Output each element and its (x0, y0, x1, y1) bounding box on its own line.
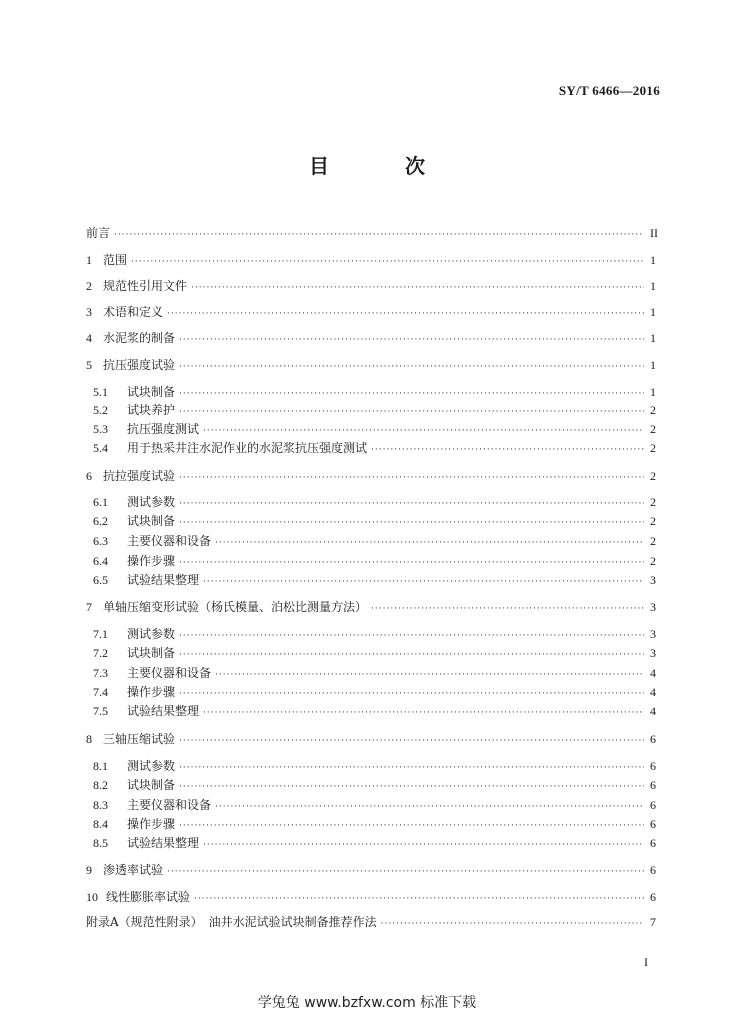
toc-entry-page: 6 (650, 817, 656, 831)
toc-entry-page: 4 (650, 704, 656, 718)
toc-entry-number: 5.4 (93, 441, 108, 455)
toc-entry[interactable] (86, 252, 658, 268)
toc-entry-number: 4 (86, 331, 92, 345)
toc-entry-label: 抗压强度试验 (103, 358, 176, 372)
toc-leader-dots (179, 733, 644, 749)
toc-entry[interactable] (86, 626, 658, 642)
toc-entry-page: 2 (650, 534, 656, 548)
toc-entry-page: 2 (650, 422, 656, 436)
toc-leader-dots (179, 332, 644, 348)
toc-entry[interactable] (86, 665, 658, 681)
toc-leader-dots (179, 470, 644, 486)
toc-entry-page: 6 (650, 759, 656, 773)
toc-entry-label: 主要仪器和设备 (127, 798, 212, 812)
toc-leader-dots (215, 799, 644, 815)
toc-entry[interactable] (86, 402, 658, 418)
toc-entry-page: 1 (650, 253, 656, 267)
toc-entry-label: 测试参数 (127, 627, 176, 641)
toc-entry-label: 线性膨胀率试验 (106, 890, 191, 904)
toc-entry-page: 4 (650, 685, 656, 699)
toc-entry[interactable] (86, 468, 658, 484)
toc-leader-dots (194, 891, 644, 907)
toc-entry-label: 测试参数 (127, 759, 176, 773)
toc-entry-page: 1 (650, 385, 656, 399)
toc-leader-dots (179, 496, 644, 512)
toc-entry-number: 9 (86, 863, 92, 877)
toc-leader-dots (179, 686, 644, 702)
toc-entry-page: 6 (650, 778, 656, 792)
toc-entry-page: 6 (650, 863, 656, 877)
toc-leader-dots (179, 628, 644, 644)
toc-entry-label: 水泥浆的制备 (103, 331, 176, 345)
toc-entry[interactable] (86, 357, 658, 373)
toc-entry-number: 8 (86, 732, 92, 746)
toc-entry-number: 6.2 (93, 514, 108, 528)
toc-leader-dots (179, 779, 644, 795)
toc-entry[interactable] (86, 914, 658, 930)
toc-entry[interactable] (86, 889, 658, 905)
toc-entry-label: 操作步骤 (127, 554, 176, 568)
toc-leader-dots (371, 442, 644, 458)
toc-leader-dots (131, 254, 644, 270)
toc-entry[interactable] (86, 862, 658, 878)
toc-leader-dots (179, 760, 644, 776)
toc-entry[interactable] (86, 421, 658, 437)
toc-leader-dots (215, 535, 644, 551)
toc-entry[interactable] (86, 553, 658, 569)
toc-entry-number: 3 (86, 305, 92, 319)
toc-entry-number: 8.3 (93, 798, 108, 812)
toc-entry-label: 试块制备 (127, 646, 176, 660)
toc-entry-number: 6.3 (93, 534, 108, 548)
toc-entry-number: 2 (86, 279, 92, 293)
toc-entry-page: 1 (650, 279, 656, 293)
toc-entry-number: 7.4 (93, 685, 108, 699)
watermark-text: 学兔兔 www.bzfxw.com 标准下载 (257, 995, 477, 1011)
toc-entry-page: 4 (650, 666, 656, 680)
toc-entry-label: 用于热采井注水泥作业的水泥浆抗压强度测试 (127, 441, 368, 455)
toc-entry-page: 3 (650, 627, 656, 641)
toc-entry[interactable] (86, 533, 658, 549)
toc-entry-number: 7.3 (93, 666, 108, 680)
toc-entry-label: 试块制备 (127, 385, 176, 399)
toc-entry[interactable] (86, 703, 658, 719)
toc-entry-number: 5.3 (93, 422, 108, 436)
toc-entry-page: 2 (650, 403, 656, 417)
toc-entry[interactable] (86, 494, 658, 510)
toc-entry-label: 主要仪器和设备 (127, 666, 212, 680)
toc-leader-dots (203, 837, 644, 853)
toc-entry-label: 试块养护 (127, 403, 176, 417)
toc-entry-label: 试块制备 (127, 514, 176, 528)
toc-entry-label: 试块制备 (127, 778, 176, 792)
toc-entry[interactable] (86, 278, 658, 294)
toc-leader-dots (167, 864, 644, 880)
toc-leader-dots (167, 306, 644, 322)
toc-entry-page: 6 (650, 798, 656, 812)
toc-entry-label: 范围 (103, 253, 128, 267)
toc-entry-number: 10 (86, 890, 98, 904)
page-number: I (644, 955, 648, 969)
toc-leader-dots (203, 574, 644, 590)
toc-entry[interactable] (86, 777, 658, 793)
toc-leader-dots (179, 359, 644, 375)
toc-leader-dots (191, 280, 644, 296)
toc-entry-number: 7.1 (93, 627, 108, 641)
toc-entry-page: 6 (650, 836, 656, 850)
toc-entry-number: 6.1 (93, 495, 108, 509)
toc-entry-label: 试验结果整理 (127, 573, 200, 587)
toc-entry-page: 3 (650, 600, 656, 614)
toc-entry-label: 测试参数 (127, 495, 176, 509)
toc-entry-number: 5 (86, 358, 92, 372)
toc-entry-number: 6.5 (93, 573, 108, 587)
toc-entry-page: 2 (650, 554, 656, 568)
toc-entry-page: 3 (650, 573, 656, 587)
toc-entry-label: 操作步骤 (127, 817, 176, 831)
toc-entry[interactable] (86, 797, 658, 813)
toc-entry-label: 主要仪器和设备 (127, 534, 212, 548)
toc-entry-number: 8.2 (93, 778, 108, 792)
toc-entry-page: 1 (650, 331, 656, 345)
toc-entry-number: 6.4 (93, 554, 108, 568)
toc-entry[interactable] (86, 835, 658, 851)
toc-entry-label: 附录A（规范性附录） 油井水泥试验试块制备推荐作法 (86, 915, 377, 929)
toc-title: 目 次 (309, 154, 453, 178)
toc-leader-dots (179, 404, 644, 420)
toc-entry[interactable] (86, 572, 658, 588)
toc-entry[interactable] (86, 440, 658, 456)
toc-entry-label: 规范性引用文件 (103, 279, 188, 293)
toc-entry-number: 8.1 (93, 759, 108, 773)
toc-entry[interactable] (86, 513, 658, 529)
toc-entry[interactable] (86, 816, 658, 832)
toc-entry-label: 操作步骤 (127, 685, 176, 699)
toc-entry-label: 前言 (86, 226, 111, 240)
toc-leader-dots (179, 386, 644, 402)
toc-entry-label: 三轴压缩试验 (103, 732, 176, 746)
toc-entry-label: 抗压强度测试 (127, 422, 200, 436)
toc-entry-label: 术语和定义 (103, 305, 164, 319)
toc-leader-dots (179, 647, 644, 663)
toc-entry-page: 2 (650, 514, 656, 528)
toc-entry-page: II (650, 226, 658, 240)
toc-entry-label: 试验结果整理 (127, 704, 200, 718)
toc-leader-dots (179, 515, 644, 531)
toc-entry[interactable] (86, 304, 658, 320)
toc-entry-page: 1 (650, 358, 656, 372)
toc-entry-number: 5.1 (93, 385, 108, 399)
toc-entry-page: 2 (650, 441, 656, 455)
toc-entry-page: 7 (650, 915, 656, 929)
toc-entry-label: 试验结果整理 (127, 836, 200, 850)
toc-leader-dots (371, 601, 644, 617)
toc-entry-label: 抗拉强度试验 (103, 469, 176, 483)
toc-entry-number: 5.2 (93, 403, 108, 417)
toc-entry-number: 1 (86, 253, 92, 267)
toc-leader-dots (179, 818, 644, 834)
toc-leader-dots (381, 916, 644, 932)
toc-leader-dots (203, 423, 644, 439)
toc-entry[interactable] (86, 599, 658, 615)
toc-entry[interactable] (86, 384, 658, 400)
toc-leader-dots (179, 555, 644, 571)
toc-leader-dots (203, 705, 644, 721)
toc-entry-label: 渗透率试验 (103, 863, 164, 877)
toc-entry[interactable] (86, 684, 658, 700)
toc-entry-page: 2 (650, 495, 656, 509)
toc-entry[interactable] (86, 731, 658, 747)
toc-entry-page: 6 (650, 732, 656, 746)
toc-entry-number: 7.5 (93, 704, 108, 718)
toc-entry-number: 8.4 (93, 817, 108, 831)
toc-entry[interactable] (86, 330, 658, 346)
toc-entry-number: 7 (86, 600, 92, 614)
toc-entry[interactable] (86, 758, 658, 774)
toc-entry-page: 1 (650, 305, 656, 319)
toc-entry-number: 8.5 (93, 836, 108, 850)
toc-leader-dots (215, 667, 644, 683)
toc-leader-dots (114, 227, 644, 243)
toc-entry-label: 单轴压缩变形试验（杨氏模量、泊松比测量方法） (103, 600, 368, 614)
toc-entry-number: 6 (86, 469, 92, 483)
toc-entry[interactable] (86, 225, 658, 241)
toc-entry-page: 6 (650, 890, 656, 904)
toc-entry-page: 2 (650, 469, 656, 483)
document-code: SY/T 6466—2016 (558, 83, 660, 98)
toc-entry-page: 3 (650, 646, 656, 660)
toc-entry[interactable] (86, 645, 658, 661)
toc-entry-number: 7.2 (93, 646, 108, 660)
